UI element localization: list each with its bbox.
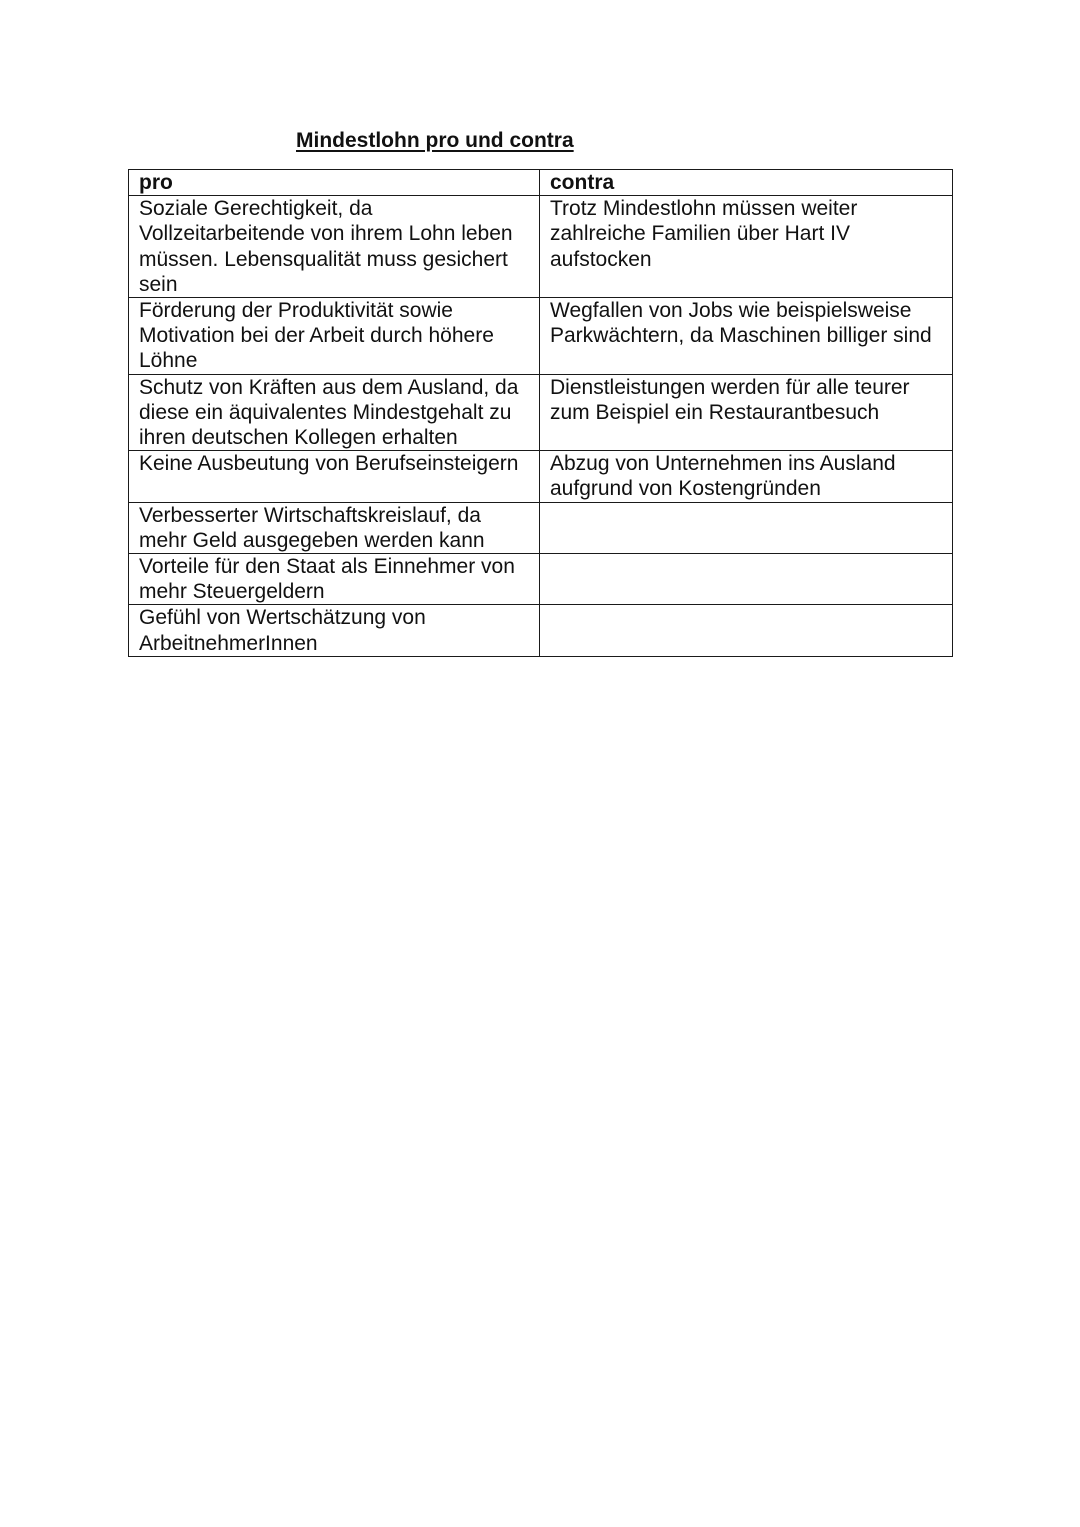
column-header-contra: contra bbox=[540, 170, 953, 196]
table-header-row bbox=[129, 170, 953, 196]
pro-cell: Verbesserter Wirtschaftskreislauf, da mehr Geld ausgegeben werden kann bbox=[129, 502, 540, 553]
pro-cell: Keine Ausbeutung von Berufseinsteigern bbox=[129, 451, 540, 502]
contra-cell bbox=[540, 502, 953, 553]
contra-cell: Wegfallen von Jobs wie beispielsweise Parkwächtern, da Maschinen billiger sind bbox=[540, 298, 953, 375]
table-row bbox=[129, 374, 953, 451]
pro-cell: Schutz von Kräften aus dem Ausland, da diese ein äquivalentes Mindestgehalt zu ihren deutschen Kollegen erhalten bbox=[129, 374, 540, 451]
pro-cell: Förderung der Produktivität sowie Motivation bei der Arbeit durch höhere Löhne bbox=[129, 298, 540, 375]
pro-cell: Soziale Gerechtigkeit, da Vollzeitarbeitende von ihrem Lohn leben müssen. Lebensqualität muss gesichert sein bbox=[129, 196, 540, 298]
table-row bbox=[129, 298, 953, 375]
pro-cell: Gefühl von Wertschätzung von ArbeitnehmerInnen bbox=[129, 605, 540, 656]
pro-cell: Vorteile für den Staat als Einnehmer von mehr Steuergeldern bbox=[129, 554, 540, 605]
table-row bbox=[129, 605, 953, 656]
document-title: Mindestlohn pro und contra bbox=[296, 129, 574, 152]
contra-cell: Dienstleistungen werden für alle teurer zum Beispiel ein Restaurantbesuch bbox=[540, 374, 953, 451]
pro-contra-table bbox=[128, 169, 953, 657]
contra-cell bbox=[540, 554, 953, 605]
contra-cell bbox=[540, 605, 953, 656]
table-row bbox=[129, 451, 953, 502]
table-row bbox=[129, 502, 953, 553]
table-row bbox=[129, 196, 953, 298]
table-row bbox=[129, 554, 953, 605]
contra-cell: Trotz Mindestlohn müssen weiter zahlreiche Familien über Hart IV aufstocken bbox=[540, 196, 953, 298]
column-header-pro: pro bbox=[129, 170, 540, 196]
contra-cell: Abzug von Unternehmen ins Ausland aufgrund von Kostengründen bbox=[540, 451, 953, 502]
